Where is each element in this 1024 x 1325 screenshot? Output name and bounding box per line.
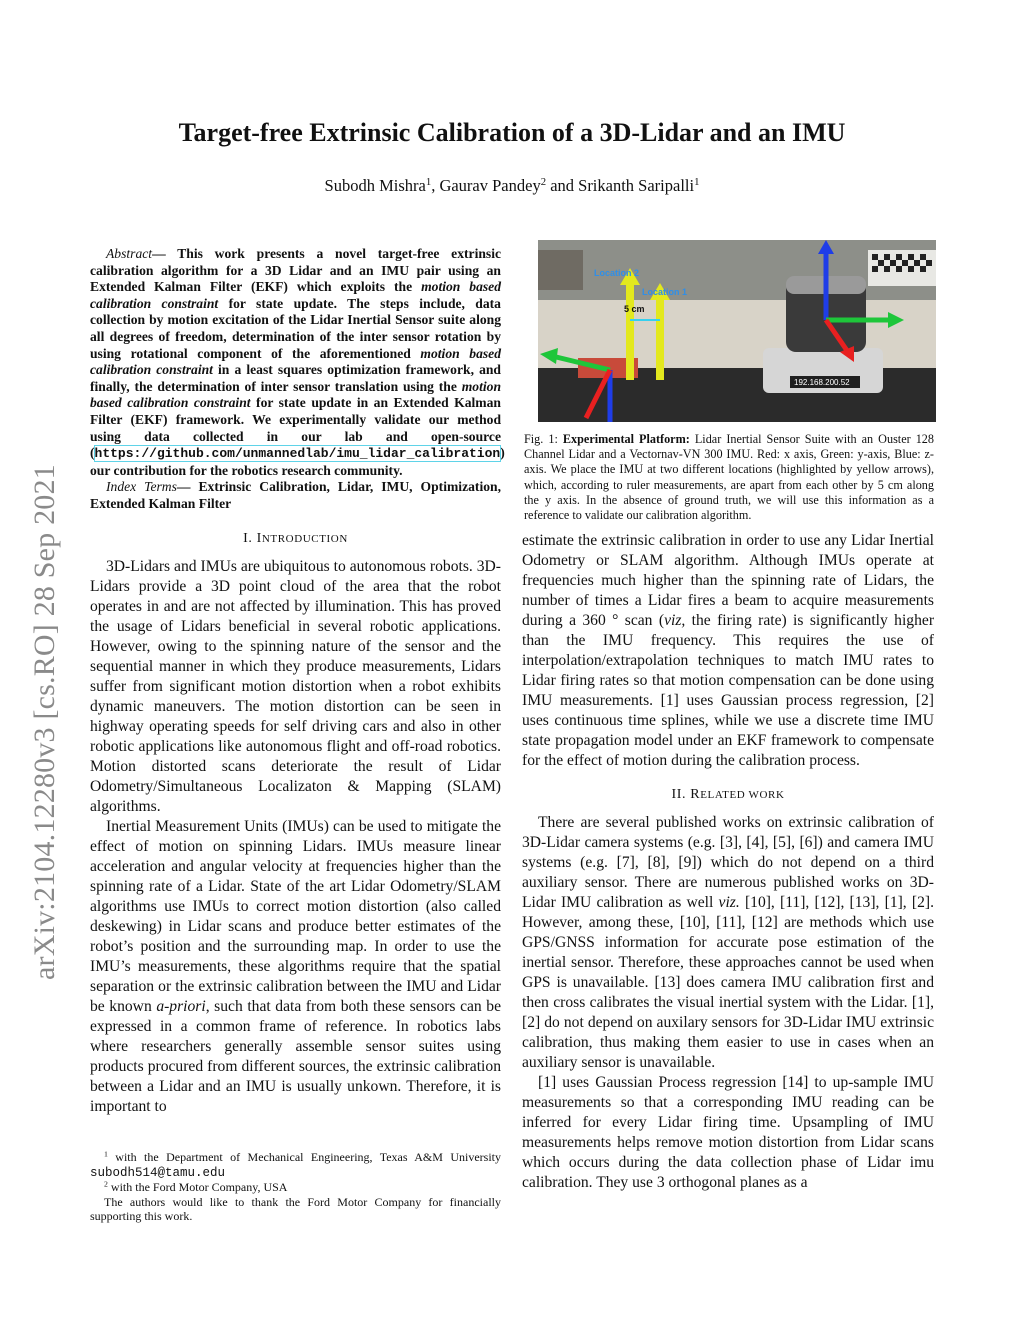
author-email[interactable]: subodh514@tamu.edu	[90, 1165, 226, 1180]
paragraph-text: There are several published works on extrinsic calibration of 3D-Lidar camera systems (e.g. [3], [4], [5], [6]) and camera IMU systems (e.g. [7], [8], [9]) which do not depend on a third auxiliary sensor. There are numerous published works on 3D-Lidar IMU calibration as well	[522, 814, 934, 912]
footnote-text: with the Department of Mechanical Engineering, Texas A&M University	[107, 1150, 501, 1164]
author-affiliation-mark: 1	[694, 176, 700, 189]
paragraph-text: , such that data from both these sensors can be expressed in a common frame of reference. In robotics labs where researchers generally assemble sensor suites using products procured from different sources, the extrinsic calibration between a Lidar and an IMU is usually unkown. Therefore, it is important to	[90, 997, 501, 1115]
location-1-label: Location 1	[642, 287, 688, 297]
section-heading-introduction	[90, 531, 501, 547]
caption-label: Fig. 1:	[524, 432, 563, 446]
abstract-text: for state update in an Extended Kalman Filter (EKF) framework. We experimentally validate our method using data collected in our lab and open-source (	[90, 395, 501, 461]
figure-caption	[524, 432, 934, 523]
abstract-dash: —	[152, 246, 178, 261]
section-title-initial: R	[690, 787, 701, 803]
abstract-text: for state update. The steps include, data collection by motion excitation of the Lidar Inertial Sensor suite along all degrees of freedom, determination of the inter sensor rotation by using rotational component of the aforementioned	[90, 295, 501, 361]
paragraph: [1] uses Gaussian Process regression [14] to up-sample IMU measurements so that a corresponding IMU reading can be inferred for every Lidar firing time. Upsampling of IMU measurements helps remove motion distortion from Lidar scans which occurs during the data collection phase of Lidar imu calibration. They use 3 orthogonal planes as a	[522, 1074, 934, 1192]
arxiv-identifier: arXiv:2104.12280v3 [cs.RO] 28 Sep 2021	[28, 464, 61, 980]
section-title-rest: ELATED WORK	[700, 789, 785, 802]
author-list	[0, 176, 1024, 196]
index-terms	[90, 479, 501, 512]
section-number: I.	[243, 530, 257, 546]
caption-text: Lidar Inertial Sensor Suite with an Ouster 128 Channel Lidar and a Vectornav-VN 300 IMU. Red: x axis, Green: y-axis, Blue: z-axis. We place the IMU at two different locations (highlighted by yellow arrows), which, according to ruler measurements, are apart from each other by 5 cm along the y axis. In the absence of ground truth, we will use this information as a reference to validate our calibration algorithm.	[524, 432, 934, 523]
footnote	[90, 1180, 501, 1195]
paragraph-text: estimate the extrinsic calibration in order to use any Lidar Inertial Odometry or SLAM algorithm. Although IMUs operate at frequencies much higher than the spinning rate of Lidars, the number of times a Lidar fires a beam to acquire measurements during a 360 ° scan (	[522, 532, 934, 630]
section-title-rest: NTRODUCTION	[261, 532, 348, 545]
footnote	[90, 1150, 501, 1180]
right-column	[522, 240, 934, 1193]
footnote: The authors would like to thank the Ford Motor Company for financially supporting this work.	[90, 1194, 501, 1224]
abstract-text: This work presents a novel target-free extrinsic calibration algorithm for a 3D Lidar and an IMU pair using an Extended Kalman Filter (EKF) which exploits the	[90, 246, 502, 295]
footnotes	[90, 1150, 501, 1224]
abstract-text: in a least squares optimization framework, and finally, the determination of inter sensor translation using the	[90, 362, 501, 394]
author-name: Gaurav Pandey	[439, 176, 541, 195]
experimental-platform-photo	[538, 240, 936, 422]
footnote-mark: 2	[104, 1179, 108, 1189]
paragraph-emphasis: viz.	[718, 894, 740, 912]
author-separator: ,	[431, 176, 440, 195]
paragraph-text: [10], [11], [12], [13], [1], [2]. However, among these, [10], [11], [12] are methods which use GPS/GNSS information for accurate pose estimation of the inertial sensor. Therefore, these approaches cannot be used when GPS is unavailable. [13] does camera IMU calibration first and then cross calibrates the visual inertial system with the Lidar. [1], [2] do not depend on auxilary sensors for 3D-Lidar IMU extrinsic calibration, thus making them easier to use in cases when an auxiliary sensor is unavailable.	[522, 894, 934, 1072]
abstract-label: Abstract	[106, 246, 153, 261]
abstract	[90, 246, 505, 479]
paragraph: 3D-Lidars and IMUs are ubiquitous to autonomous robots. 3D-Lidars provide a 3D point cloud of the area that the robot operates in and are not affected by illumination. This has proved the usage of Lidars beneficial in several robotic applications. However, owing to the spinning nature of the sensor and the sequential manner in which they produce measurements, Lidars suffer from significant motion distortion when a robot exhibits dynamic maneuvers. The motion distortion can be seen in highway operating speeds for self driving cars and also in other robotic applications like autonomous flight and off-road robotics. Motion distorted scans deteriorate the result of Lidar Odometry/Simultaneous Localizaton & Mapping (SLAM) algorithms.	[90, 557, 501, 815]
github-link[interactable]: https://github.com/unmannedlab/imu_lidar_calibration	[94, 446, 501, 462]
section-title-initial: I	[256, 530, 262, 546]
ip-label: 192.168.200.52	[794, 378, 850, 387]
abstract-emphasis: motion based calibration constraint	[90, 279, 501, 311]
index-terms-text: Extrinsic Calibration, Lidar, IMU, Optimization, Extended Kalman Filter	[90, 479, 501, 511]
section-heading-related-work	[522, 787, 934, 803]
left-column	[90, 246, 505, 1117]
author-affiliation-mark: 2	[540, 176, 547, 189]
author-name: Srikanth Saripalli	[578, 176, 695, 195]
paragraph-text: the firing rate) is significantly higher than the IMU frequency. This requires the use of interpolation/extrapolation techniques to match IMU rates to Lidar firing rates so that motion compensation can be done using IMU measurements. [1] uses Gaussian process regression, [2] uses continuous time splines, while we use a discrete time IMU state propagation model under an EKF framework to compensate for the effect of motion during the calibration process.	[522, 612, 935, 770]
author-name: Subodh Mishra	[324, 176, 426, 195]
photo-illustration	[538, 240, 936, 422]
lab-shelf	[538, 250, 583, 290]
paragraph-text: Inertial Measurement Units (IMUs) can be used to mitigate the effect of motion on spinning Lidars. IMUs measure linear acceleration and angular velocity at frequencies higher than the spinning rate of a Lidar. State of the art Lidar Odometry/SLAM algorithms use IMUs to correct motion distortion (also called deskewing) in Lidar scans and produce better estimates of the robot’s position and the surrounding map. In order to use the IMU’s measurements, these algorithms require that the spatial separation or the extrinsic calibration between the IMU and Lidar be known	[90, 817, 501, 1015]
abstract-text: ) our contribution for the robotics research community.	[90, 445, 505, 478]
paragraph-emphasis: viz,	[664, 612, 686, 630]
abstract-emphasis: motion based calibration constraint	[90, 345, 501, 378]
paper-title: Target-free Extrinsic Calibration of a 3D-Lidar and an IMU	[178, 118, 846, 147]
paragraph	[522, 813, 934, 1073]
index-terms-label: Index Terms	[106, 479, 177, 495]
location-2-label: Location 2	[594, 268, 640, 278]
footnote-mark: 1	[104, 1149, 108, 1159]
author-affiliation-mark: 1	[425, 176, 432, 189]
index-terms-dash: —	[176, 479, 199, 495]
footnote-text: with the Ford Motor Company, USA	[107, 1180, 288, 1195]
paragraph	[90, 817, 501, 1117]
distance-label: 5 cm	[624, 304, 645, 314]
caption-title: Experimental Platform:	[562, 432, 690, 446]
paragraph	[522, 531, 934, 771]
paragraph-emphasis: a-priori	[156, 997, 206, 1015]
abstract-emphasis: motion based calibration constraint	[90, 378, 501, 411]
section-number: II.	[671, 787, 691, 803]
author-separator: and	[546, 176, 579, 195]
